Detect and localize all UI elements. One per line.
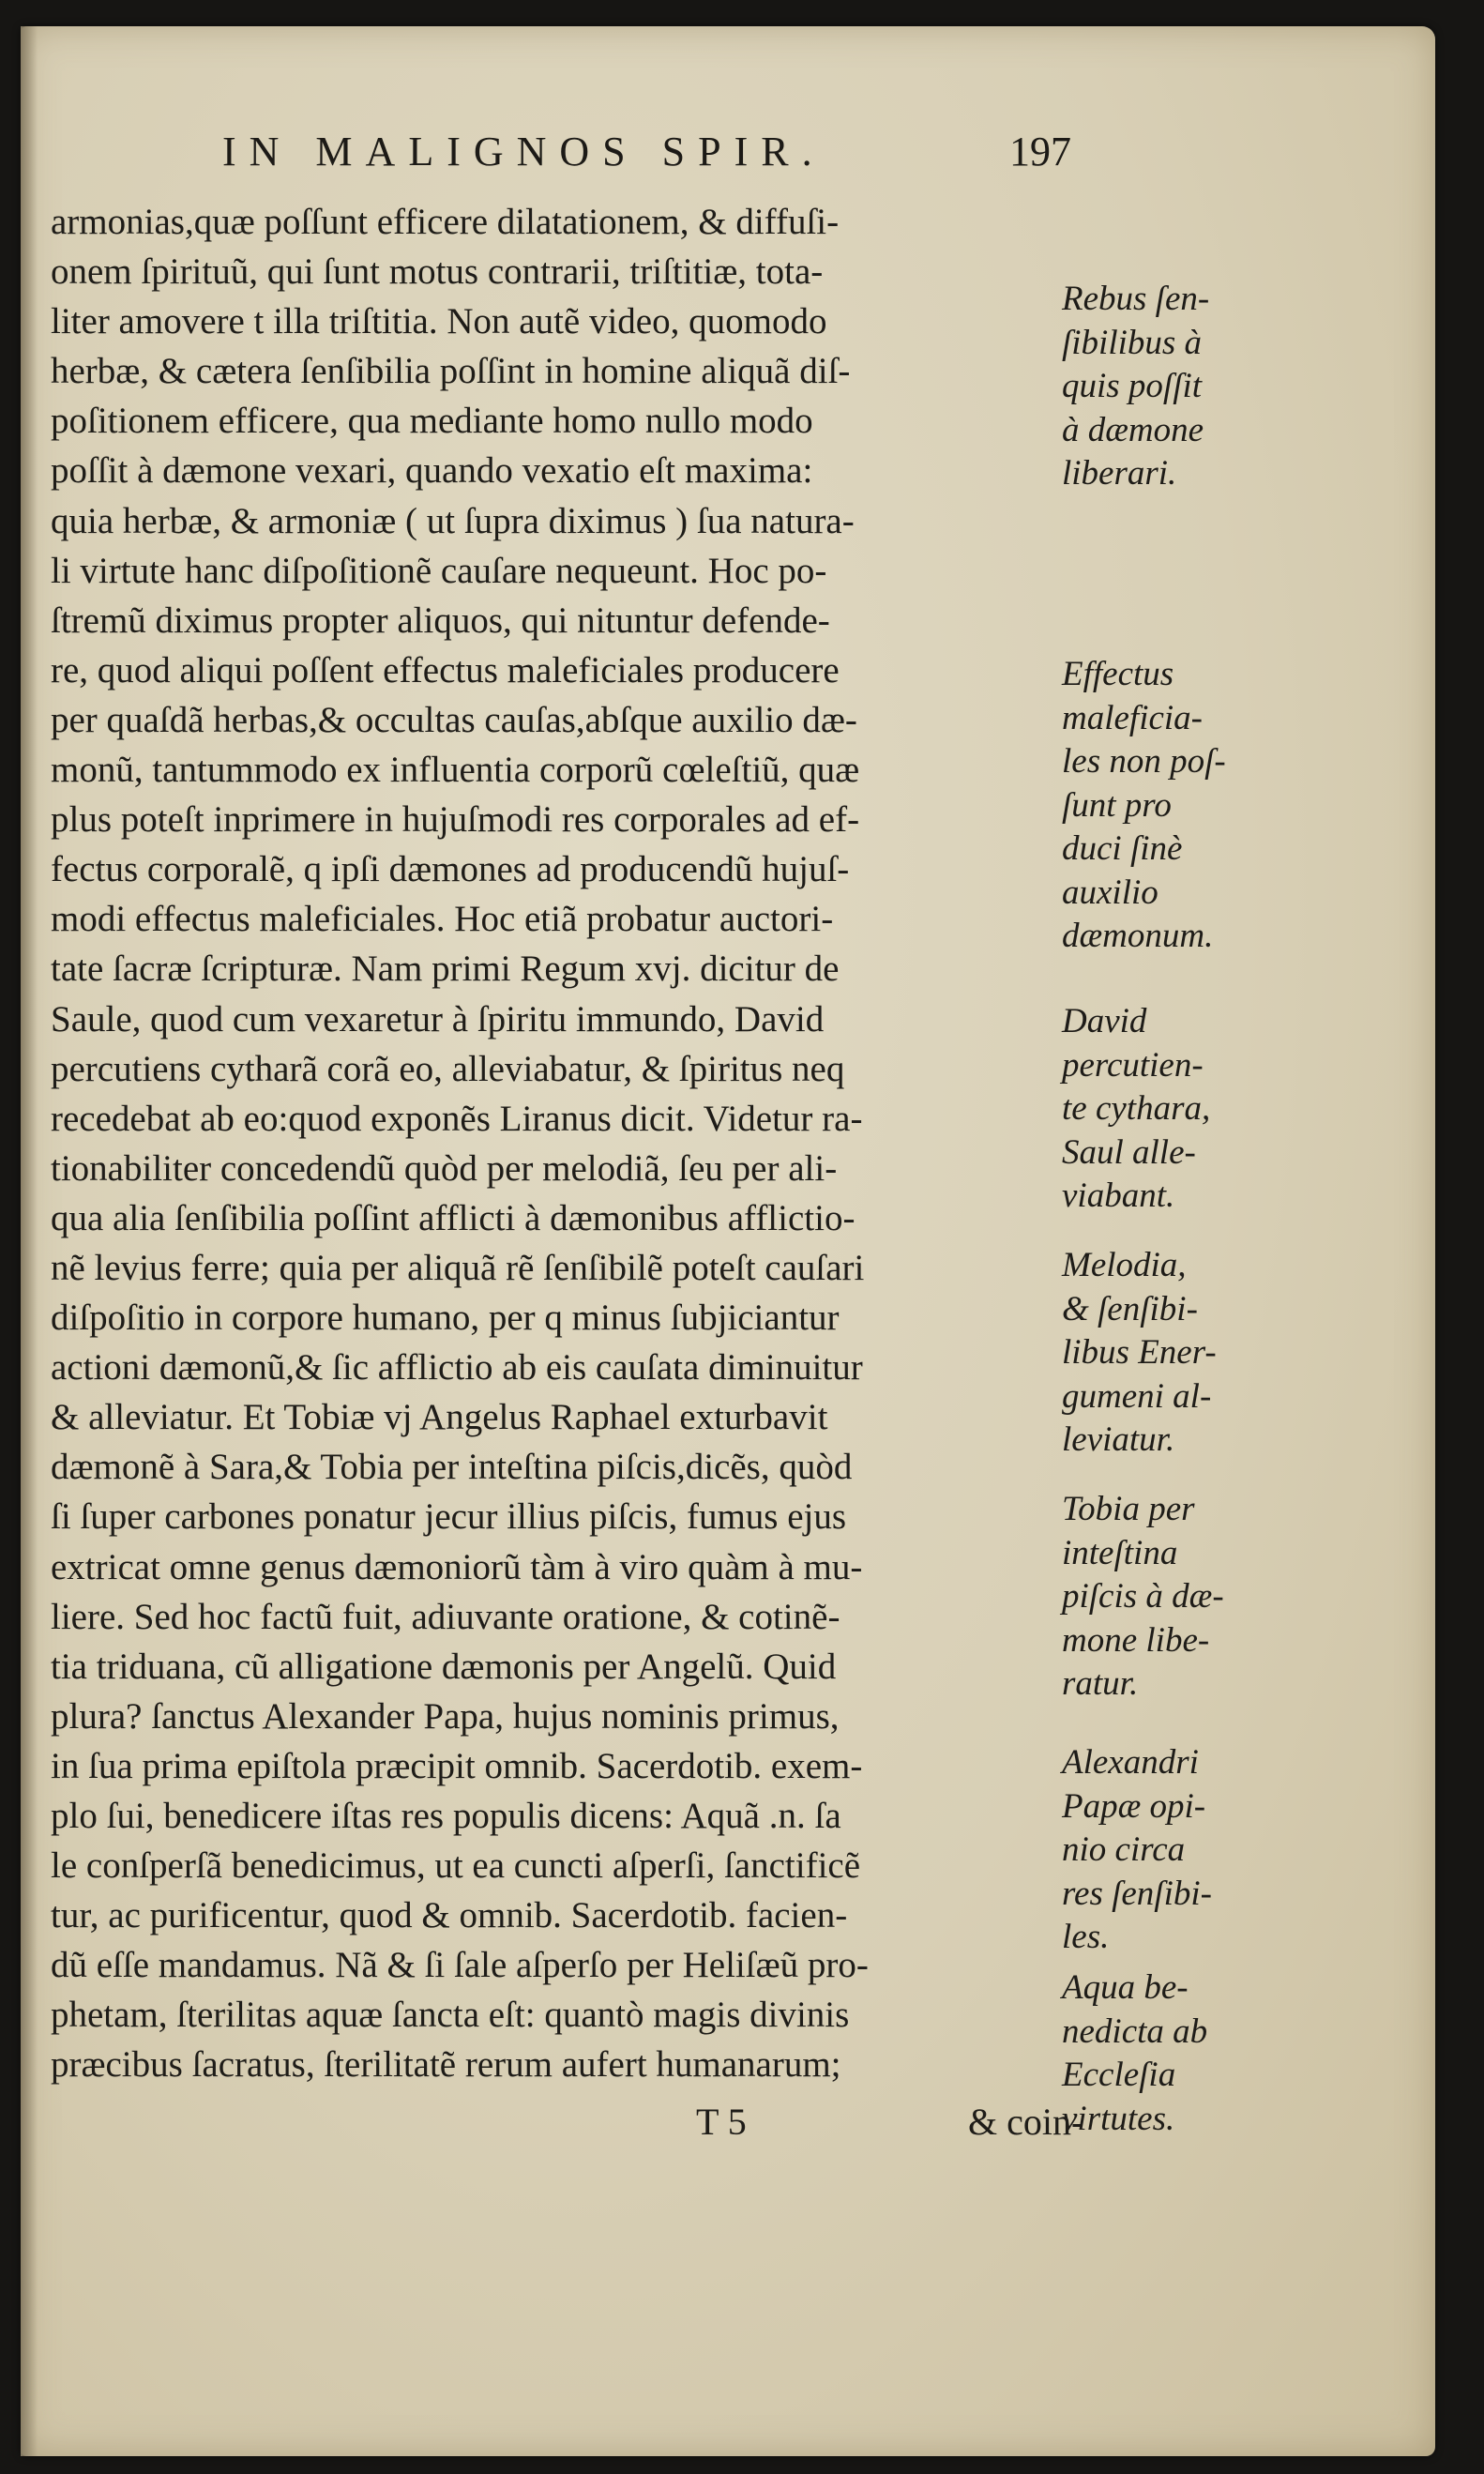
marginal-note-line: quis poſſit [1062,367,1203,405]
text-line: ſi ſuper carbones ponatur jecur illius piſcis, fumus ejus [51,1496,847,1538]
marginal-note-line: gumeni al- [1062,1376,1212,1416]
running-title: IN MALIGNOS SPIR. [222,129,825,175]
marginal-note-line: duci ſinè [1062,829,1183,868]
marginal-note-line: maleficia- [1062,698,1204,737]
marginal-note-line: auxilio [1062,873,1158,912]
marginal-note-line: Eccleſia [1062,2056,1176,2094]
text-line: tate ſacræ ſcripturæ. Nam primi Regum xvj. dicitur de [51,949,840,990]
marginal-note-line: dæmonum. [1062,917,1214,955]
text-line: monũ, tantummodo ex influentia corporũ cœleſtiũ, quæ [51,750,860,791]
text-line: per quaſdã herbas,& occultas cauſas,abſque auxilio dæ- [51,699,857,740]
marginal-note-line: Saul alle- [1062,1132,1196,1172]
text-line: herbæ, & cætera ſenſibilia poſſint in homine aliquã diſ- [51,351,851,392]
text-line: in ſua prima epiſtola præcipit omnib. Sacerdotib. exem- [51,1745,863,1786]
marginal-note-line: ſibilibus à [1062,323,1203,362]
text-line: percutiens cytharã corã eo, alleviabatur, & ſpiritus neq [51,1048,845,1089]
marginal-note-line: Tobia per [1062,1490,1195,1528]
marginal-note-line: Melodia, [1062,1246,1187,1284]
marginal-note-line: David [1062,1002,1147,1040]
marginal-note-line: Alexandri [1062,1743,1199,1782]
page-header [208,120,1071,186]
marginal-note-line: piſcis à dæ- [1062,1577,1224,1616]
marginal-note-line: Aqua be- [1062,1968,1189,2007]
marginal-note-line: mone libe- [1062,1620,1210,1660]
text-line: ſtremũ diximus propter aliquos, qui nituntur defende- [51,600,830,641]
marginal-note-line: percutien- [1062,1045,1204,1085]
text-line: le conſperſã benedicimus, ut ea cuncti aſperſi, ſanctificẽ [51,1845,861,1887]
text-line: fectus corporalẽ, q ipſi dæmones ad producendũ hujuſ- [51,849,850,890]
text-line: poſitionem efficere, qua mediante homo nullo modo [51,401,813,442]
marginal-note-line: à dæmone [1062,410,1204,449]
text-line: tia triduana, cũ alligatione dæmonis per Angelũ. Quid [51,1646,837,1687]
marginal-note [1062,1488,1306,1707]
text-line: diſpoſitio in corpore humano, per q minus ſubjiciantur [51,1298,840,1339]
text-line: liere. Sed hoc factũ fuit, adiuvante oratione, & cotinẽ- [51,1596,840,1637]
page-footer [649,2100,1118,2156]
text-line: onem ſpirituũ, qui ſunt motus contrarii, triſtitiæ, tota- [51,251,824,293]
page-number: 197 [1009,129,1071,175]
marginal-note-line: & ſenſibi- [1062,1289,1198,1328]
marginal-note-line: inteſtina [1062,1533,1178,1572]
text-line: tur, ac purificentur, quod & omnib. Sacerdotib. facien- [51,1895,848,1936]
marginal-note [1062,1741,1306,1960]
marginal-note [1062,653,1306,959]
marginal-note-line: Rebus ſen- [1062,280,1210,318]
marginal-note-line: les non poſ- [1062,742,1226,781]
text-line: recedebat ab eo:quod exponẽs Liranus dicit. Videtur ra- [51,1098,863,1139]
text-line: plo ſui, benedicere iſtas res populis dicens: Aquã .n. ſa [51,1796,841,1836]
text-line: qua alia ſenſibilia poſſint afflicti à dæmonibus afflictio- [51,1197,856,1238]
marginal-note-line: virtutes. [1062,2099,1175,2138]
signature-mark: T 5 [696,2101,747,2143]
marginal-note-line: te cythara, [1062,1089,1211,1128]
main-text-block [51,197,1129,2090]
text-line: quia herbæ, & armoniæ ( ut ſupra diximus ) ſua natura- [51,500,855,541]
marginal-note-line: ſunt pro [1062,785,1172,825]
marginal-note-line: libus Ener- [1062,1333,1217,1372]
text-line: armonias,quæ poſſunt efficere dilatationem, & diffuſi- [51,202,840,242]
text-line: li virtute hanc diſpoſitionẽ cauſare nequeunt. Hoc po- [51,550,827,591]
page-gutter-shadow [21,26,38,2456]
text-line: poſſit à dæmone vexari, quando vexatio eſt maxima: [51,450,813,492]
text-line: præcibus ſacratus, ſterilitatẽ rerum aufert humanarum; [51,2044,841,2086]
text-line: & alleviatur. Et Tobiæ vj Angelus Raphael exturbavit [51,1397,828,1438]
text-line: plura? ſanctus Alexander Papa, hujus nominis primus, [51,1695,840,1737]
text-line: dũ eſſe mandamus. Nã & ſi ſale aſperſo per Heliſæũ pro- [51,1945,869,1986]
marginal-note-line: nio circa [1062,1830,1186,1869]
marginal-note-line: viabant. [1062,1176,1175,1215]
marginal-note-line: leviatur. [1062,1420,1175,1459]
marginal-note-line: Effectus [1062,655,1174,693]
marginal-note-line: res ſenſibi- [1062,1874,1212,1913]
text-line: liter amovere t illa triſtitia. Non autẽ video, quomodo [51,301,827,342]
text-line: tionabiliter concedendũ quòd per melodiã, ſeu per ali- [51,1147,838,1189]
book-page [21,26,1435,2456]
text-line: extricat omne genus dæmoniorũ tàm à viro quàm à mu- [51,1546,863,1587]
text-line: dæmonẽ à Sara,& Tobia per inteſtina piſcis,dicẽs, quòd [51,1447,853,1488]
marginal-note-line: nedicta ab [1062,2011,1208,2051]
marginal-note [1062,278,1306,496]
catchword: & coin- [968,2101,1084,2143]
marginal-note-line: ratur. [1062,1664,1139,1703]
text-line: modi effectus maleficiales. Hoc etiã probatur auctori- [51,899,834,940]
marginal-note-line: Papæ opi- [1062,1786,1206,1826]
marginal-note [1062,1000,1306,1219]
marginal-notes [1062,26,1437,2456]
marginal-note-line: les. [1062,1918,1110,1956]
marginal-note [1062,1244,1306,1463]
text-line: nẽ levius ferre; quia per aliquã rẽ ſenſibilẽ poteſt cauſari [51,1247,865,1288]
text-line: Saule, quod cum vexaretur à ſpiritu immundo, David [51,998,825,1040]
text-line: plus poteſt inprimere in hujuſmodi res corporales ad ef- [51,799,860,841]
text-line: re, quod aliqui poſſent effectus maleficiales producere [51,649,840,691]
text-line: actioni dæmonũ,& ſic afflictio ab eis cauſata diminuitur [51,1347,863,1389]
text-line: phetam, ſterilitas aquæ ſancta eſt: quantò magis divinis [51,1995,850,2036]
marginal-note-line: liberari. [1062,454,1177,493]
